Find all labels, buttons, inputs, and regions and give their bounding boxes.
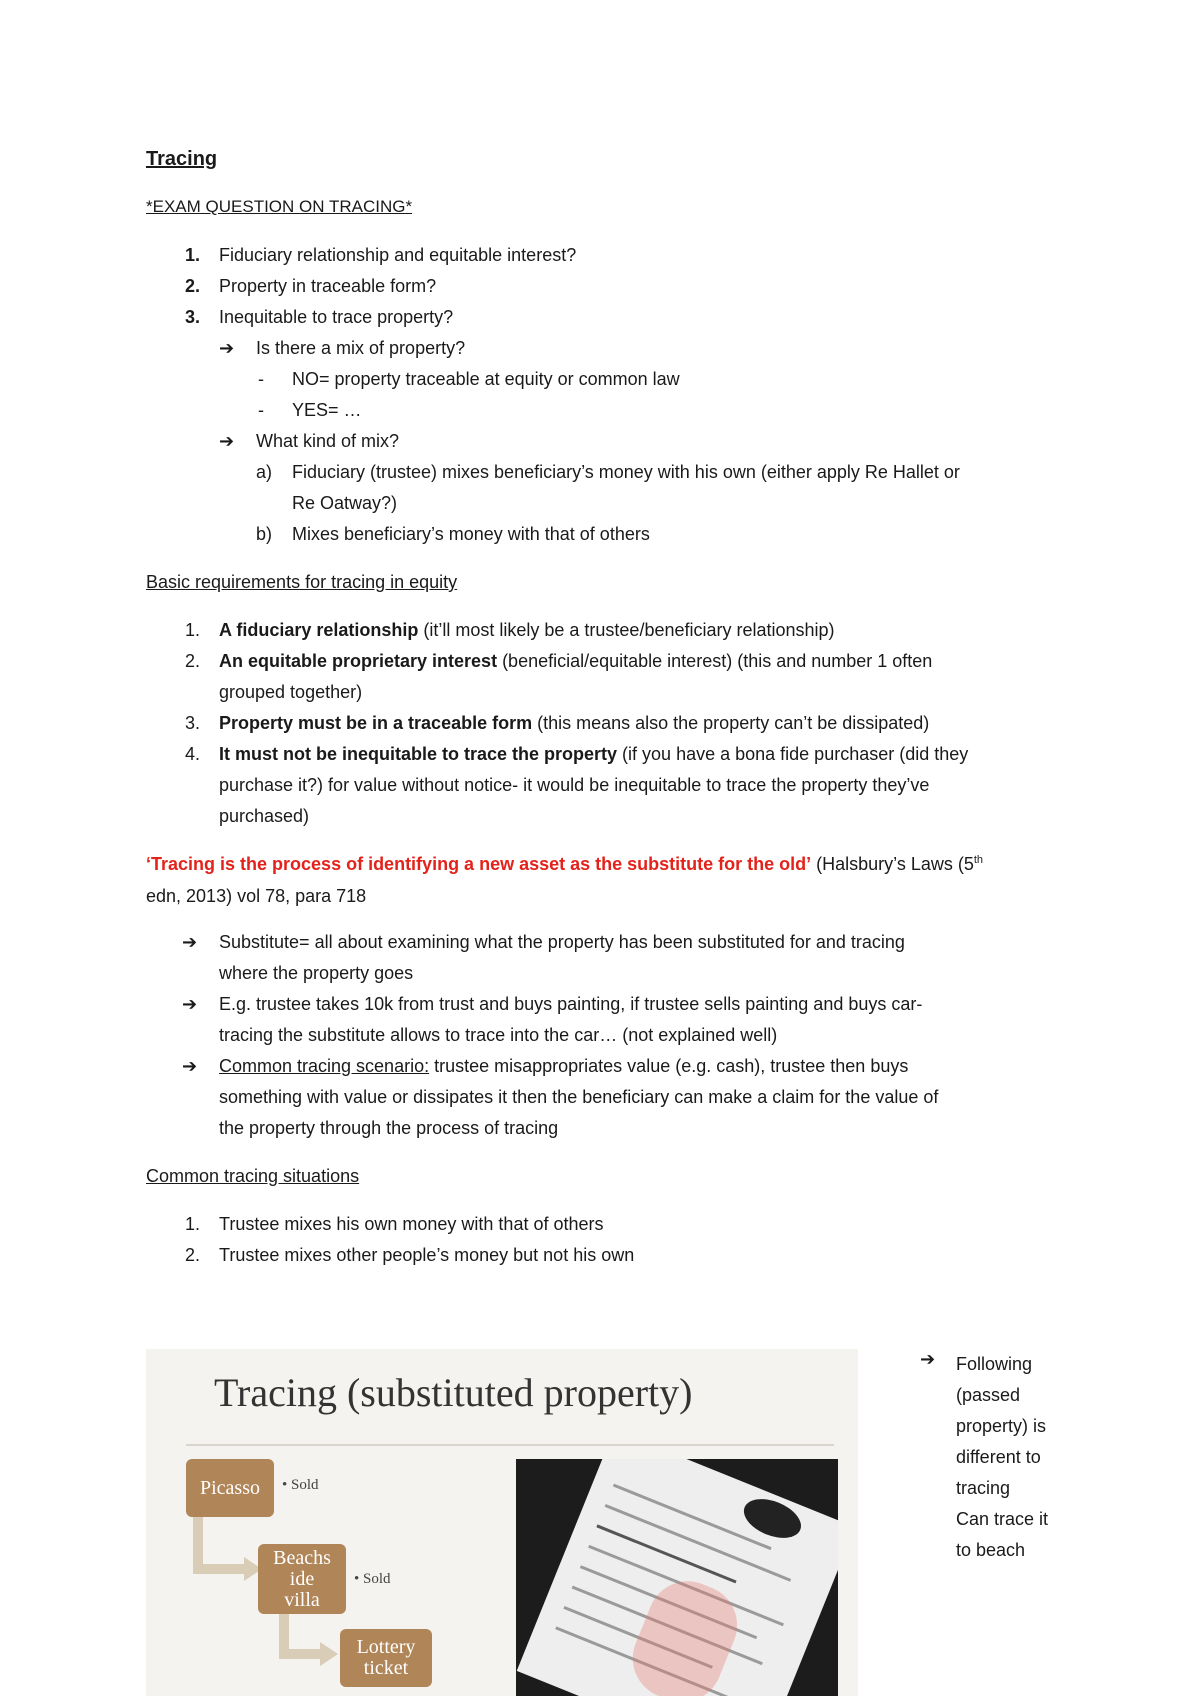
list-number: 3. [184, 713, 200, 733]
side-note-line: Following [956, 1354, 1033, 1374]
slide-title: Tracing (substituted property) [214, 1370, 693, 1415]
requirement-bold: A fiduciary relationship [219, 620, 419, 640]
arrow-right-icon: ➔ [219, 431, 235, 451]
halsbury-quote [146, 854, 983, 875]
mix-answer-no: NO= property traceable at equity or common law [292, 369, 680, 389]
quote-text: ‘Tracing is the process of identifying a new asset as the substitute for the old’ [146, 854, 812, 874]
list-number: 3. [184, 307, 200, 327]
beachside-villa-box [258, 1544, 346, 1614]
lottery-ticket-photo [516, 1459, 838, 1696]
list-number: 2. [184, 1245, 200, 1265]
list-number: 2. [184, 651, 200, 671]
requirement-rest: (beneficial/equitable interest) (this and number 1 often [497, 651, 933, 671]
requirement-rest: (this means also the property can’t be dissipated) [532, 713, 930, 733]
kind-item: Mixes beneficiary’s money with that of others [292, 524, 650, 544]
substitute-point: Substitute= all about examining what the property has been substituted for and tracing [219, 932, 905, 952]
quote-citation-sup: th [973, 854, 984, 866]
side-note-line: to beach [956, 1540, 1026, 1560]
kind-item: Fiduciary (trustee) mixes beneficiary’s money with his own (either apply Re Hallet or [292, 462, 960, 482]
side-note-line: different to [956, 1447, 1041, 1467]
ticket-paper [517, 1459, 838, 1696]
scenario-label: Common tracing scenario: [219, 1056, 430, 1076]
requirement-continued: grouped together) [219, 682, 363, 702]
situations-heading: Common tracing situations [146, 1166, 360, 1186]
arrow-right-icon: ➔ [219, 338, 235, 358]
requirement-rest: (it’ll most likely be a trustee/beneficiary relationship) [418, 620, 835, 640]
requirement-bold: Property must be in a traceable form [219, 713, 533, 733]
mix-question: Is there a mix of property? [256, 338, 466, 358]
mix-answer-yes: YES= … [292, 400, 362, 420]
arrow-right-icon: ➔ [182, 932, 198, 952]
requirement-bold: It must not be inequitable to trace the property [219, 744, 618, 764]
substitute-point-continued: something with value or dissipates it then the beneficiary can make a claim for the value of [219, 1087, 939, 1107]
side-note-line: (passed [956, 1385, 1021, 1405]
kind-item-continued: Re Oatway?) [292, 493, 398, 513]
exam-question: Inequitable to trace property? [219, 307, 454, 327]
substitute-point: E.g. trustee takes 10k from trust and buys painting, if trustee sells painting and buys car- [219, 994, 923, 1014]
list-number: 1. [184, 245, 200, 265]
kind-question: What kind of mix? [256, 431, 400, 451]
sold-note: • Sold [354, 1571, 391, 1587]
list-number: 2. [184, 276, 200, 296]
arrow-right-icon: ➔ [920, 1349, 936, 1369]
arrow-right-icon: ➔ [182, 994, 198, 1014]
box-label-line: villa [284, 1588, 320, 1611]
tracing-slide-image [146, 1349, 858, 1696]
substitute-point-continued: the property through the process of tracing [219, 1118, 559, 1138]
requirement-item [219, 713, 929, 734]
requirement-continued: purchase it?) for value without notice- it would be inequitable to trace the property they’ve [219, 775, 930, 795]
situation-item: Trustee mixes other people’s money but not his own [219, 1245, 635, 1265]
dash-bullet: - [258, 369, 264, 389]
side-note-line: tracing [956, 1478, 1011, 1498]
substitute-point [219, 1056, 908, 1077]
requirement-rest: (if you have a bona fide purchaser (did they [617, 744, 969, 764]
list-number: 4. [184, 744, 200, 764]
lottery-ticket-box [340, 1629, 432, 1687]
requirement-bold: An equitable proprietary interest [219, 651, 498, 671]
side-note-line: property) is [956, 1416, 1047, 1436]
list-number: 1. [184, 1214, 200, 1234]
substitute-point-continued: tracing the substitute allows to trace into the car… (not explained well) [219, 1025, 778, 1045]
exam-question: Property in traceable form? [219, 276, 437, 296]
dash-bullet: - [258, 400, 264, 420]
substitute-point-continued: where the property goes [219, 963, 414, 983]
requirement-item [219, 651, 932, 672]
box-label-line: ide [289, 1567, 315, 1590]
arrow-right-icon: ➔ [182, 1056, 198, 1076]
box-label-line: ticket [363, 1657, 409, 1679]
requirement-continued: purchased) [219, 806, 310, 826]
quote-citation: (Halsbury’s Laws (5 [811, 854, 974, 874]
side-note [956, 1349, 1048, 1566]
list-letter: a) [256, 462, 273, 482]
page-title: Tracing [146, 148, 218, 170]
requirement-item [219, 620, 835, 641]
scenario-text: trustee misappropriates value (e.g. cash), trustee then buys [429, 1056, 909, 1076]
requirement-item [219, 744, 968, 765]
requirements-heading: Basic requirements for tracing in equity [146, 572, 458, 592]
situation-item: Trustee mixes his own money with that of others [219, 1214, 604, 1234]
exam-heading: *EXAM QUESTION ON TRACING* [146, 197, 413, 216]
picasso-box: Picasso [186, 1459, 274, 1517]
box-label-line: Lottery [356, 1636, 416, 1658]
list-number: 1. [184, 620, 200, 640]
side-note-line: Can trace it [956, 1509, 1049, 1529]
quote-citation-continued: edn, 2013) vol 78, para 718 [146, 886, 367, 906]
list-letter: b) [256, 524, 273, 544]
box-label-line: Beachs [273, 1546, 331, 1569]
sold-note: • Sold [282, 1477, 319, 1493]
exam-question: Fiduciary relationship and equitable interest? [219, 245, 577, 265]
